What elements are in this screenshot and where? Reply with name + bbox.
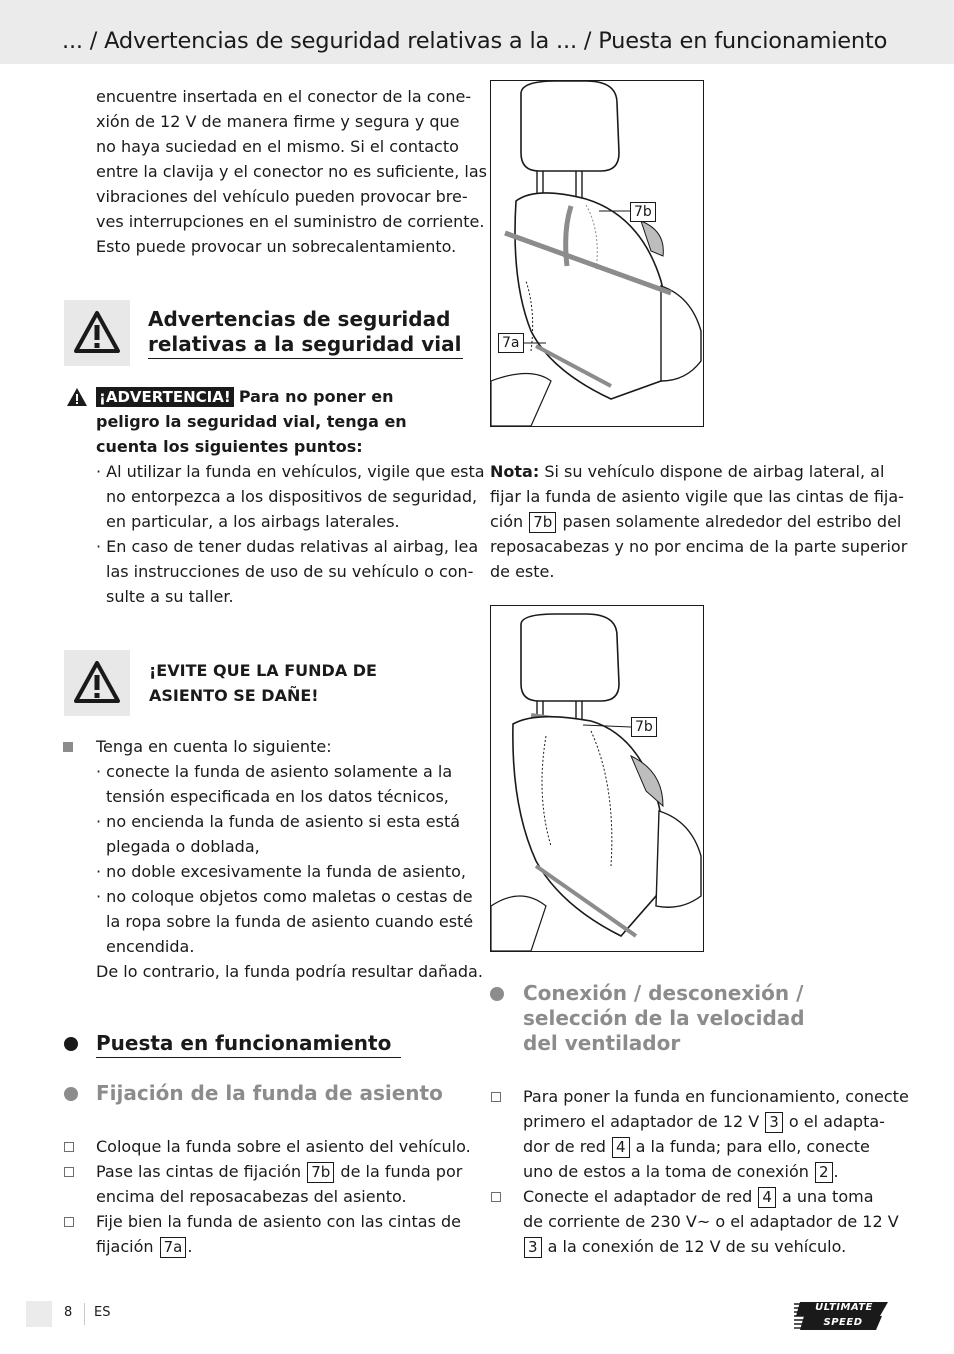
conn-step <box>523 1134 870 1159</box>
heading-underline <box>96 1057 401 1058</box>
step-text: . <box>833 1162 839 1181</box>
intro-line: entre la clavija y el conector no es suficiente, las <box>96 162 488 181</box>
damage-heading-line1: ¡EVITE QUE LA FUNDA DE <box>149 661 377 680</box>
warning-point: no entorpezca a los dispositivos de seguridad, <box>106 487 478 506</box>
note-text: ción <box>490 512 524 531</box>
ref-3: 3 <box>524 1237 542 1258</box>
page-title: ... / Advertencias de seguridad relativas a la ... / Puesta en funcionamiento <box>62 28 888 54</box>
ref-7b: 7b <box>307 1162 334 1183</box>
figure-seat-cover-2 <box>490 605 704 952</box>
road-safety-heading-line2: relativas a la seguridad vial <box>148 332 462 356</box>
figure-label-7b: 7b <box>630 202 656 222</box>
ref-7a: 7a <box>160 1237 187 1258</box>
conn-step: de corriente de 230 V~ o el adaptador de 12 V <box>523 1212 899 1231</box>
bullet-dot-icon <box>490 987 504 1001</box>
conn-step <box>523 1234 846 1259</box>
conn-step <box>523 1184 874 1209</box>
warning-triangle-icon <box>72 308 122 358</box>
seat-cover-illustration <box>491 81 703 426</box>
damage-point: tensión especificada en los datos técnicos, <box>106 787 449 806</box>
warning-point: · Al utilizar la funda en vehículos, vigile que esta <box>96 462 485 481</box>
brand-logo-bottom: SPEED <box>823 1317 863 1328</box>
warning-triangle-box <box>64 650 130 716</box>
damage-heading-line2: ASIENTO SE DAÑE! <box>149 686 319 705</box>
note-line: reposacabezas y no por encima de la parte superior <box>490 537 908 556</box>
step-text: dor de red <box>523 1137 606 1156</box>
intro-line: vibraciones del vehículo pueden provocar bre- <box>96 187 468 206</box>
step-text: a la conexión de 12 V de su vehículo. <box>547 1237 847 1256</box>
step-text: . <box>187 1237 193 1256</box>
warning-point: · En caso de tener dudas relativas al airbag, lea <box>96 537 479 556</box>
warning-triangle-icon <box>72 658 122 708</box>
warning-small-icon <box>66 387 88 407</box>
warning-triangle-box <box>64 300 130 366</box>
step-2-cont: encima del reposacabezas del asiento. <box>96 1187 407 1206</box>
footer-marker <box>26 1301 52 1327</box>
checkbox-bullet-icon <box>491 1092 501 1102</box>
step-3: Fije bien la funda de asiento con las cintas de <box>96 1212 461 1231</box>
section-heading: Puesta en funcionamiento <box>96 1031 392 1055</box>
seat-cover-illustration <box>491 606 703 951</box>
intro-line: ves interrupciones en el suministro de corriente. <box>96 212 485 231</box>
figure-seat-cover-1 <box>490 80 704 427</box>
step-1: Coloque la funda sobre el asiento del vehículo. <box>96 1137 471 1156</box>
square-bullet-icon <box>63 742 73 752</box>
step-text: uno de estos a la toma de conexión <box>523 1162 809 1181</box>
brand-logo-top: ULTIMATE <box>815 1302 873 1313</box>
footer-divider <box>84 1303 85 1325</box>
step-text: Conecte el adaptador de red <box>523 1187 753 1206</box>
intro-line: no haya suciedad en el mismo. Si el contacto <box>96 137 459 156</box>
step-text: o el adapta- <box>788 1112 885 1131</box>
intro-line: encuentre insertada en el conector de la cone- <box>96 87 472 106</box>
ref-2: 2 <box>815 1162 833 1183</box>
road-safety-heading-line1: Advertencias de seguridad <box>148 307 451 331</box>
ref-3: 3 <box>765 1112 783 1133</box>
checkbox-bullet-icon <box>64 1217 74 1227</box>
damage-point: · no doble excesivamente la funda de asiento, <box>96 862 466 881</box>
warning-lead <box>96 384 394 409</box>
checkbox-bullet-icon <box>64 1142 74 1152</box>
checkbox-bullet-icon <box>491 1192 501 1202</box>
note-text: Si su vehículo dispone de airbag lateral, al <box>544 462 885 481</box>
step-text: a una toma <box>781 1187 874 1206</box>
checkbox-bullet-icon <box>64 1167 74 1177</box>
bullet-dot-icon <box>64 1087 78 1101</box>
ref-4: 4 <box>612 1137 630 1158</box>
figure-label-7b: 7b <box>631 717 657 737</box>
ref-7b: 7b <box>529 512 556 533</box>
conn-heading-line3: del ventilador <box>523 1031 681 1055</box>
intro-line: xión de 12 V de manera firme y segura y que <box>96 112 460 131</box>
conn-heading-line1: Conexión / desconexión / <box>523 981 804 1005</box>
warning-point: en particular, a los airbags laterales. <box>106 512 400 531</box>
conn-step <box>523 1159 839 1184</box>
conn-step <box>523 1109 885 1134</box>
damage-point: · no coloque objetos como maletas o cestas de <box>96 887 473 906</box>
note-label: Nota: <box>490 462 540 481</box>
damage-intro: Tenga en cuenta lo siguiente: <box>96 737 332 756</box>
page-number: 8 <box>64 1305 73 1320</box>
warning-badge: ¡ADVERTENCIA! <box>96 387 234 407</box>
ref-4: 4 <box>758 1187 776 1208</box>
conn-step: Para poner la funda en funcionamiento, conecte <box>523 1087 909 1106</box>
warning-lead-text: peligro la seguridad vial, tenga en <box>96 412 407 431</box>
heading-underline <box>148 358 463 359</box>
conn-heading-line2: selección de la velocidad <box>523 1006 805 1030</box>
note-line <box>490 459 884 484</box>
page-header <box>0 0 954 64</box>
step-3-cont <box>96 1234 192 1259</box>
damage-point: · conecte la funda de asiento solamente a la <box>96 762 453 781</box>
warning-point: las instrucciones de uso de su vehículo o con- <box>106 562 474 581</box>
damage-point: encendida. <box>106 937 195 956</box>
step-text: de la funda por <box>340 1162 463 1181</box>
figure-label-7a: 7a <box>498 333 524 353</box>
step-text: primero el adaptador de 12 V <box>523 1112 760 1131</box>
note-text: pasen solamente alrededor del estribo del <box>562 512 902 531</box>
warning-lead-text: cuenta los siguientes puntos: <box>96 437 363 456</box>
brand-logo <box>792 1300 892 1332</box>
damage-point: · no encienda la funda de asiento si esta está <box>96 812 461 831</box>
warning-point: sulte a su taller. <box>106 587 234 606</box>
note-line <box>490 509 901 534</box>
intro-line: Esto puede provocar un sobrecalentamiento. <box>96 237 457 256</box>
sub-heading: Fijación de la funda de asiento <box>96 1081 443 1105</box>
note-line: de este. <box>490 562 555 581</box>
bullet-dot-icon <box>64 1037 78 1051</box>
damage-outro: De lo contrario, la funda podría resultar dañada. <box>96 962 483 981</box>
step-text: fijación <box>96 1237 154 1256</box>
note-line: fijar la funda de asiento vigile que las cintas de fija- <box>490 487 904 506</box>
language-code: ES <box>94 1305 111 1320</box>
step-text: a la funda; para ello, conecte <box>635 1137 870 1156</box>
step-2 <box>96 1159 462 1184</box>
warning-lead-text: Para no poner en <box>238 387 394 406</box>
step-text: Pase las cintas de fijación <box>96 1162 302 1181</box>
damage-point: plegada o doblada, <box>106 837 260 856</box>
damage-point: la ropa sobre la funda de asiento cuando esté <box>106 912 474 931</box>
